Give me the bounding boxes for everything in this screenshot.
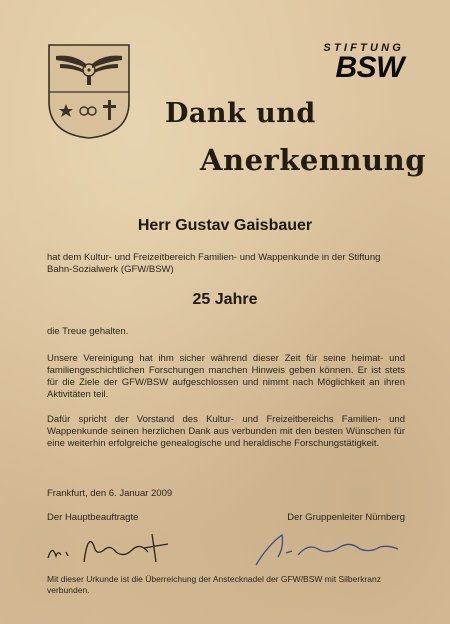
brand-big-text: BSW <box>335 51 404 84</box>
left-signature-icon <box>44 522 174 572</box>
right-signature-icon <box>252 525 402 570</box>
right-signature-label: Der Gruppenleiter Nürnberg <box>287 512 405 523</box>
place-date: Frankfurt, den 6. Januar 2009 <box>47 488 173 499</box>
brand-small-text: STIFTUNG <box>323 42 404 54</box>
loyalty-text: die Treue gehalten. <box>47 326 129 337</box>
coat-of-arms-icon <box>46 42 132 140</box>
paragraph-1: Unsere Vereinigung hat ihm sicher während dieser Zeit für seine heimat- und familiengeschichtlichen Forschungen manchen Hinweis geben können. Er ist stets für die Ziele der GFW/BSW aufgeschlossen und nimmt nach Möglichkeit an ihren Aktivitäten teil. <box>47 353 405 400</box>
title-line-2: Anerkennung <box>200 143 426 177</box>
brand-logo <box>298 42 404 82</box>
recipient-name: Herr Gustav Gaisbauer <box>137 217 313 234</box>
years-heading: 25 Jahre <box>192 291 258 308</box>
footer-note: Mit dieser Urkunde ist die Überreichung der Anstecknadel der GFW/BSW mit Silberkranz verbunden. <box>47 574 381 595</box>
left-signature-label: Der Hauptbeauftragte <box>47 512 139 523</box>
intro-text: hat dem Kultur- und Freizeitbereich Familien- und Wappenkunde in der Stiftung Bahn-Sozialwerk (GFW/BSW) <box>47 252 381 275</box>
title-line-1: Dank und <box>165 98 316 129</box>
paragraph-2: Dafür spricht der Vorstand des Kultur- und Freizeitbereichs Familien- und Wappenkunde seinen herzlichen Dank aus verbunden mit den besten Wünschen für eine weiterhin erfolgreiche genealogische und heraldische Forschungstätigkeit. <box>47 414 405 449</box>
